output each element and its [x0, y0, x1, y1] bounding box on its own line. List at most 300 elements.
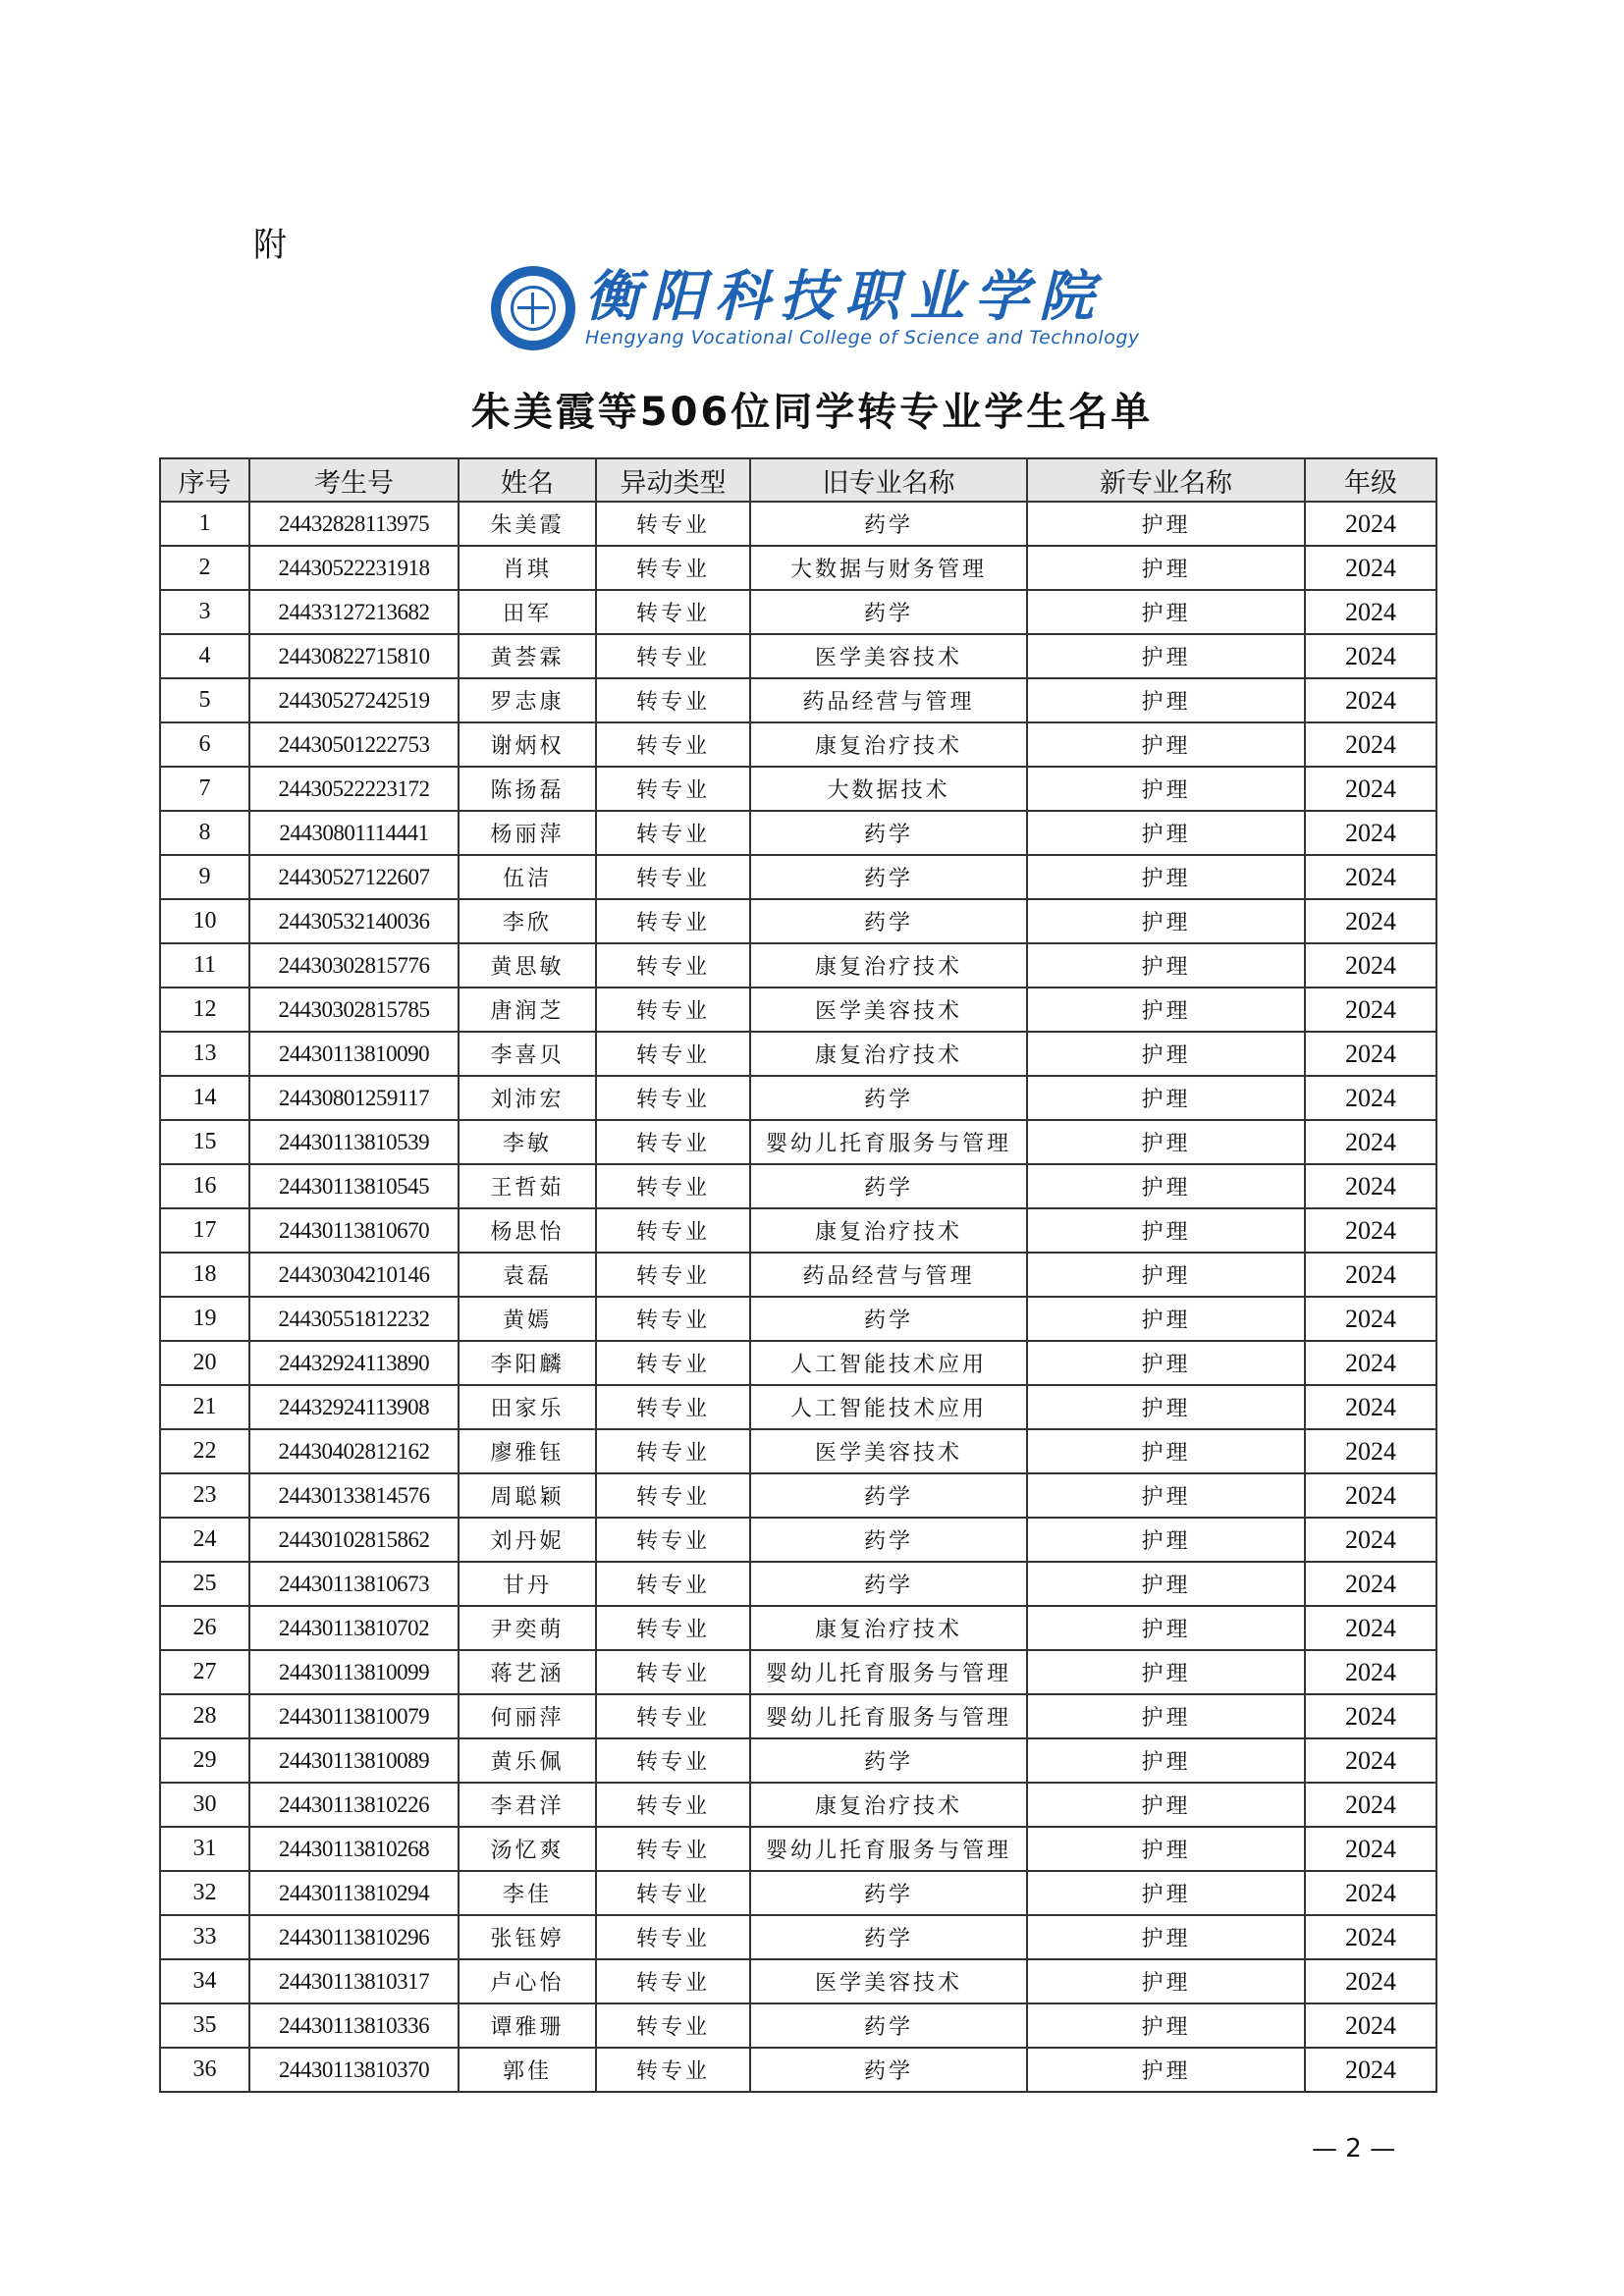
cell-new-major: 护理	[1027, 855, 1305, 899]
cell-change-type: 转专业	[596, 1341, 750, 1385]
cell-name: 李喜贝	[459, 1032, 596, 1076]
college-emblem-icon	[491, 266, 575, 350]
cell-old-major: 药学	[750, 1473, 1027, 1518]
cell-seq: 1	[160, 502, 249, 546]
cell-name: 何丽萍	[459, 1694, 596, 1738]
cell-name: 田军	[459, 590, 596, 634]
cell-seq: 13	[160, 1032, 249, 1076]
cell-name: 黄嫣	[459, 1297, 596, 1341]
cell-grade: 2024	[1305, 1827, 1436, 1871]
cell-exam-id: 24430304210146	[249, 1253, 459, 1297]
cell-old-major: 药学	[750, 1915, 1027, 1959]
cell-name: 田家乐	[459, 1385, 596, 1429]
cell-exam-id: 24430801259117	[249, 1076, 459, 1120]
cell-change-type: 转专业	[596, 1032, 750, 1076]
attachment-label: 附	[253, 226, 287, 265]
cell-grade: 2024	[1305, 767, 1436, 811]
cell-exam-id: 24432828113975	[249, 502, 459, 546]
cell-name: 黄思敏	[459, 943, 596, 988]
cell-change-type: 转专业	[596, 1959, 750, 2003]
cell-new-major: 护理	[1027, 1562, 1305, 1606]
cell-old-major: 医学美容技术	[750, 1429, 1027, 1473]
cell-old-major: 药学	[750, 855, 1027, 899]
table-row	[160, 1032, 1436, 1076]
cell-name: 廖雅钰	[459, 1429, 596, 1473]
table-row	[160, 1562, 1436, 1606]
cell-name: 蒋艺涵	[459, 1650, 596, 1694]
cell-seq: 18	[160, 1253, 249, 1297]
table-row	[160, 1164, 1436, 1208]
cell-change-type: 转专业	[596, 1783, 750, 1827]
cell-exam-id: 24430113810099	[249, 1650, 459, 1694]
cell-change-type: 转专业	[596, 899, 750, 943]
cell-name: 李欣	[459, 899, 596, 943]
cell-old-major: 药品经营与管理	[750, 678, 1027, 722]
cell-old-major: 药学	[750, 811, 1027, 855]
cell-new-major: 护理	[1027, 1694, 1305, 1738]
cell-change-type: 转专业	[596, 1694, 750, 1738]
cell-grade: 2024	[1305, 1253, 1436, 1297]
table-row	[160, 1297, 1436, 1341]
cell-change-type: 转专业	[596, 1650, 750, 1694]
table-row	[160, 634, 1436, 678]
cell-exam-id: 24430113810268	[249, 1827, 459, 1871]
cell-change-type: 转专业	[596, 1606, 750, 1650]
cell-old-major: 药学	[750, 1562, 1027, 1606]
cell-seq: 30	[160, 1783, 249, 1827]
cell-name: 谭雅珊	[459, 2003, 596, 2048]
table-row	[160, 1208, 1436, 1253]
cell-seq: 11	[160, 943, 249, 988]
table-row	[160, 811, 1436, 855]
cell-name: 杨思怡	[459, 1208, 596, 1253]
cell-new-major: 护理	[1027, 590, 1305, 634]
cell-old-major: 康复治疗技术	[750, 1208, 1027, 1253]
table-row	[160, 546, 1436, 590]
cell-old-major: 婴幼儿托育服务与管理	[750, 1650, 1027, 1694]
cell-new-major: 护理	[1027, 1253, 1305, 1297]
table-row	[160, 943, 1436, 988]
table-row	[160, 1650, 1436, 1694]
cell-old-major: 人工智能技术应用	[750, 1385, 1027, 1429]
cell-name: 袁磊	[459, 1253, 596, 1297]
cell-new-major: 护理	[1027, 1297, 1305, 1341]
cell-change-type: 转专业	[596, 1915, 750, 1959]
cell-grade: 2024	[1305, 1871, 1436, 1915]
page-number: — 2 —	[1312, 2134, 1396, 2163]
cell-exam-id: 24430133814576	[249, 1473, 459, 1518]
cell-exam-id: 24430801114441	[249, 811, 459, 855]
cell-old-major: 人工智能技术应用	[750, 1341, 1027, 1385]
cell-exam-id: 24430822715810	[249, 634, 459, 678]
cell-grade: 2024	[1305, 634, 1436, 678]
cell-name: 刘丹妮	[459, 1518, 596, 1562]
cell-exam-id: 24430113810539	[249, 1120, 459, 1164]
cell-new-major: 护理	[1027, 1429, 1305, 1473]
college-name-en: Hengyang Vocational College of Science and Technology	[585, 327, 1140, 348]
cell-seq: 23	[160, 1473, 249, 1518]
cell-change-type: 转专业	[596, 1120, 750, 1164]
cell-seq: 3	[160, 590, 249, 634]
cell-old-major: 药品经营与管理	[750, 1253, 1027, 1297]
cell-exam-id: 24430113810089	[249, 1738, 459, 1783]
cell-name: 李阳麟	[459, 1341, 596, 1385]
cell-grade: 2024	[1305, 1606, 1436, 1650]
cell-exam-id: 24430113810673	[249, 1562, 459, 1606]
cell-change-type: 转专业	[596, 1429, 750, 1473]
cell-old-major: 婴幼儿托育服务与管理	[750, 1120, 1027, 1164]
cell-name: 谢炳权	[459, 722, 596, 767]
cell-exam-id: 24430522223172	[249, 767, 459, 811]
cell-new-major: 护理	[1027, 634, 1305, 678]
cell-seq: 29	[160, 1738, 249, 1783]
cell-name: 肖琪	[459, 546, 596, 590]
cell-old-major: 康复治疗技术	[750, 1606, 1027, 1650]
cell-grade: 2024	[1305, 1208, 1436, 1253]
table-row	[160, 1429, 1436, 1473]
cell-old-major: 药学	[750, 1518, 1027, 1562]
cell-change-type: 转专业	[596, 634, 750, 678]
cell-exam-id: 24432924113890	[249, 1341, 459, 1385]
cell-grade: 2024	[1305, 2048, 1436, 2092]
cell-exam-id: 24430402812162	[249, 1429, 459, 1473]
table-row	[160, 1694, 1436, 1738]
cell-seq: 36	[160, 2048, 249, 2092]
cell-seq: 2	[160, 546, 249, 590]
cell-new-major: 护理	[1027, 1650, 1305, 1694]
table-row	[160, 1385, 1436, 1429]
cell-name: 甘丹	[459, 1562, 596, 1606]
cell-grade: 2024	[1305, 678, 1436, 722]
table-row	[160, 1606, 1436, 1650]
table-row	[160, 1253, 1436, 1297]
cell-new-major: 护理	[1027, 1915, 1305, 1959]
cell-exam-id: 24430527242519	[249, 678, 459, 722]
cell-exam-id: 24432924113908	[249, 1385, 459, 1429]
cell-old-major: 药学	[750, 1738, 1027, 1783]
cell-grade: 2024	[1305, 855, 1436, 899]
cell-grade: 2024	[1305, 988, 1436, 1032]
cell-seq: 34	[160, 1959, 249, 2003]
cell-new-major: 护理	[1027, 1208, 1305, 1253]
cell-new-major: 护理	[1027, 678, 1305, 722]
cell-change-type: 转专业	[596, 722, 750, 767]
cell-exam-id: 24430302815785	[249, 988, 459, 1032]
cell-old-major: 药学	[750, 2003, 1027, 2048]
cell-seq: 15	[160, 1120, 249, 1164]
cell-exam-id: 24430102815862	[249, 1518, 459, 1562]
cell-change-type: 转专业	[596, 855, 750, 899]
cell-new-major: 护理	[1027, 899, 1305, 943]
cell-old-major: 药学	[750, 2048, 1027, 2092]
cell-new-major: 护理	[1027, 2048, 1305, 2092]
cell-name: 陈扬磊	[459, 767, 596, 811]
cell-new-major: 护理	[1027, 1827, 1305, 1871]
cell-exam-id: 24430113810336	[249, 2003, 459, 2048]
cell-seq: 27	[160, 1650, 249, 1694]
cell-name: 卢心怡	[459, 1959, 596, 2003]
table-row	[160, 1076, 1436, 1120]
cell-new-major: 护理	[1027, 1518, 1305, 1562]
cell-new-major: 护理	[1027, 722, 1305, 767]
cell-change-type: 转专业	[596, 2003, 750, 2048]
cell-exam-id: 24430522231918	[249, 546, 459, 590]
cell-exam-id: 24433127213682	[249, 590, 459, 634]
cell-grade: 2024	[1305, 943, 1436, 988]
cell-seq: 32	[160, 1871, 249, 1915]
cell-seq: 33	[160, 1915, 249, 1959]
cell-new-major: 护理	[1027, 1871, 1305, 1915]
cell-exam-id: 24430551812232	[249, 1297, 459, 1341]
cell-change-type: 转专业	[596, 2048, 750, 2092]
cell-seq: 28	[160, 1694, 249, 1738]
cell-grade: 2024	[1305, 1562, 1436, 1606]
cell-new-major: 护理	[1027, 1032, 1305, 1076]
table-row	[160, 1738, 1436, 1783]
cell-seq: 25	[160, 1562, 249, 1606]
table-row	[160, 1120, 1436, 1164]
cell-name: 伍洁	[459, 855, 596, 899]
cell-new-major: 护理	[1027, 988, 1305, 1032]
column-header-name: 姓名	[459, 458, 596, 502]
column-header-change-type: 异动类型	[596, 458, 750, 502]
cell-new-major: 护理	[1027, 1783, 1305, 1827]
cell-seq: 20	[160, 1341, 249, 1385]
cell-change-type: 转专业	[596, 1076, 750, 1120]
cell-new-major: 护理	[1027, 502, 1305, 546]
table-row	[160, 1871, 1436, 1915]
student-transfer-table	[159, 457, 1437, 2093]
cell-new-major: 护理	[1027, 546, 1305, 590]
cell-exam-id: 24430113810317	[249, 1959, 459, 2003]
cell-grade: 2024	[1305, 546, 1436, 590]
cell-change-type: 转专业	[596, 1208, 750, 1253]
cell-seq: 10	[160, 899, 249, 943]
cell-old-major: 药学	[750, 899, 1027, 943]
cell-old-major: 大数据技术	[750, 767, 1027, 811]
cell-exam-id: 24430113810702	[249, 1606, 459, 1650]
table-row	[160, 1915, 1436, 1959]
cell-change-type: 转专业	[596, 811, 750, 855]
cell-new-major: 护理	[1027, 1738, 1305, 1783]
column-header-exam-id: 考生号	[249, 458, 459, 502]
cell-new-major: 护理	[1027, 1959, 1305, 2003]
cell-new-major: 护理	[1027, 1120, 1305, 1164]
cell-seq: 6	[160, 722, 249, 767]
cell-seq: 5	[160, 678, 249, 722]
cell-change-type: 转专业	[596, 546, 750, 590]
cell-new-major: 护理	[1027, 1164, 1305, 1208]
cell-old-major: 药学	[750, 1076, 1027, 1120]
cell-new-major: 护理	[1027, 811, 1305, 855]
cell-old-major: 康复治疗技术	[750, 1032, 1027, 1076]
cell-change-type: 转专业	[596, 1738, 750, 1783]
column-header-seq: 序号	[160, 458, 249, 502]
cell-seq: 14	[160, 1076, 249, 1120]
cell-new-major: 护理	[1027, 1473, 1305, 1518]
table-row	[160, 2003, 1436, 2048]
cell-change-type: 转专业	[596, 1385, 750, 1429]
cell-change-type: 转专业	[596, 943, 750, 988]
table-row	[160, 1473, 1436, 1518]
college-logo	[491, 263, 1140, 353]
cell-grade: 2024	[1305, 1032, 1436, 1076]
cell-old-major: 药学	[750, 590, 1027, 634]
cell-change-type: 转专业	[596, 1253, 750, 1297]
cell-exam-id: 24430113810294	[249, 1871, 459, 1915]
cell-seq: 22	[160, 1429, 249, 1473]
cell-change-type: 转专业	[596, 1562, 750, 1606]
cell-old-major: 婴幼儿托育服务与管理	[750, 1694, 1027, 1738]
cell-new-major: 护理	[1027, 943, 1305, 988]
cell-grade: 2024	[1305, 1164, 1436, 1208]
table-row	[160, 988, 1436, 1032]
table-row	[160, 1341, 1436, 1385]
cell-grade: 2024	[1305, 1120, 1436, 1164]
cell-change-type: 转专业	[596, 502, 750, 546]
column-header-old-major: 旧专业名称	[750, 458, 1027, 502]
cell-grade: 2024	[1305, 722, 1436, 767]
cell-exam-id: 24430113810296	[249, 1915, 459, 1959]
table-header-row	[160, 458, 1436, 502]
cell-seq: 4	[160, 634, 249, 678]
cell-old-major: 康复治疗技术	[750, 1783, 1027, 1827]
cell-seq: 17	[160, 1208, 249, 1253]
table-row	[160, 1959, 1436, 2003]
column-header-grade: 年级	[1305, 458, 1436, 502]
cell-exam-id: 24430113810670	[249, 1208, 459, 1253]
cell-old-major: 药学	[750, 502, 1027, 546]
cell-name: 李佳	[459, 1871, 596, 1915]
cell-change-type: 转专业	[596, 988, 750, 1032]
cell-change-type: 转专业	[596, 1871, 750, 1915]
cell-grade: 2024	[1305, 899, 1436, 943]
cell-exam-id: 24430113810090	[249, 1032, 459, 1076]
cell-seq: 9	[160, 855, 249, 899]
table-row	[160, 722, 1436, 767]
cell-old-major: 大数据与财务管理	[750, 546, 1027, 590]
cell-name: 黄荟霖	[459, 634, 596, 678]
cell-old-major: 婴幼儿托育服务与管理	[750, 1827, 1027, 1871]
cell-new-major: 护理	[1027, 1385, 1305, 1429]
cell-name: 郭佳	[459, 2048, 596, 2092]
table-row	[160, 590, 1436, 634]
cell-grade: 2024	[1305, 1783, 1436, 1827]
cell-exam-id: 24430527122607	[249, 855, 459, 899]
cell-name: 杨丽萍	[459, 811, 596, 855]
cell-old-major: 康复治疗技术	[750, 943, 1027, 988]
cell-grade: 2024	[1305, 811, 1436, 855]
cell-seq: 12	[160, 988, 249, 1032]
cell-exam-id: 24430302815776	[249, 943, 459, 988]
cell-name: 朱美霞	[459, 502, 596, 546]
cell-old-major: 药学	[750, 1871, 1027, 1915]
cell-grade: 2024	[1305, 1429, 1436, 1473]
cell-seq: 8	[160, 811, 249, 855]
cell-seq: 21	[160, 1385, 249, 1429]
cell-exam-id: 24430113810370	[249, 2048, 459, 2092]
cell-change-type: 转专业	[596, 1297, 750, 1341]
cell-seq: 26	[160, 1606, 249, 1650]
cell-grade: 2024	[1305, 1473, 1436, 1518]
cell-seq: 31	[160, 1827, 249, 1871]
cell-grade: 2024	[1305, 1915, 1436, 1959]
cell-grade: 2024	[1305, 1341, 1436, 1385]
cell-name: 罗志康	[459, 678, 596, 722]
cell-exam-id: 24430501222753	[249, 722, 459, 767]
table-row	[160, 1827, 1436, 1871]
cell-name: 黄乐佩	[459, 1738, 596, 1783]
table-row	[160, 899, 1436, 943]
cell-grade: 2024	[1305, 1694, 1436, 1738]
cell-seq: 16	[160, 1164, 249, 1208]
cell-old-major: 药学	[750, 1164, 1027, 1208]
cell-change-type: 转专业	[596, 1164, 750, 1208]
cell-grade: 2024	[1305, 1738, 1436, 1783]
document-title: 朱美霞等506位同学转专业学生名单	[470, 390, 1154, 435]
cell-new-major: 护理	[1027, 1606, 1305, 1650]
column-header-new-major: 新专业名称	[1027, 458, 1305, 502]
cell-name: 尹奕萌	[459, 1606, 596, 1650]
cell-change-type: 转专业	[596, 678, 750, 722]
cell-name: 刘沛宏	[459, 1076, 596, 1120]
cell-grade: 2024	[1305, 2003, 1436, 2048]
cell-exam-id: 24430113810226	[249, 1783, 459, 1827]
cell-new-major: 护理	[1027, 2003, 1305, 2048]
cell-name: 汤忆爽	[459, 1827, 596, 1871]
cell-change-type: 转专业	[596, 1827, 750, 1871]
cell-new-major: 护理	[1027, 1341, 1305, 1385]
cell-grade: 2024	[1305, 590, 1436, 634]
cell-grade: 2024	[1305, 1959, 1436, 2003]
cell-grade: 2024	[1305, 1518, 1436, 1562]
cell-new-major: 护理	[1027, 767, 1305, 811]
table-row	[160, 678, 1436, 722]
cell-name: 周聪颖	[459, 1473, 596, 1518]
table-row	[160, 1783, 1436, 1827]
table-row	[160, 1518, 1436, 1562]
cell-change-type: 转专业	[596, 767, 750, 811]
cell-new-major: 护理	[1027, 1076, 1305, 1120]
cell-name: 李君洋	[459, 1783, 596, 1827]
cell-grade: 2024	[1305, 502, 1436, 546]
cell-change-type: 转专业	[596, 1518, 750, 1562]
cell-name: 王哲茹	[459, 1164, 596, 1208]
cell-exam-id: 24430113810545	[249, 1164, 459, 1208]
cell-grade: 2024	[1305, 1385, 1436, 1429]
cell-old-major: 药学	[750, 1297, 1027, 1341]
cell-change-type: 转专业	[596, 590, 750, 634]
cell-seq: 7	[160, 767, 249, 811]
cell-seq: 19	[160, 1297, 249, 1341]
table-row	[160, 855, 1436, 899]
cell-seq: 24	[160, 1518, 249, 1562]
cell-grade: 2024	[1305, 1076, 1436, 1120]
table-row	[160, 767, 1436, 811]
cell-name: 李敏	[459, 1120, 596, 1164]
college-name-cn: 衡阳科技职业学院	[585, 264, 1104, 329]
cell-name: 唐润芝	[459, 988, 596, 1032]
cell-exam-id: 24430113810079	[249, 1694, 459, 1738]
cell-name: 张钰婷	[459, 1915, 596, 1959]
cell-old-major: 医学美容技术	[750, 1959, 1027, 2003]
cell-old-major: 康复治疗技术	[750, 722, 1027, 767]
cell-old-major: 医学美容技术	[750, 634, 1027, 678]
cell-grade: 2024	[1305, 1297, 1436, 1341]
cell-grade: 2024	[1305, 1650, 1436, 1694]
table-row	[160, 2048, 1436, 2092]
cell-seq: 35	[160, 2003, 249, 2048]
